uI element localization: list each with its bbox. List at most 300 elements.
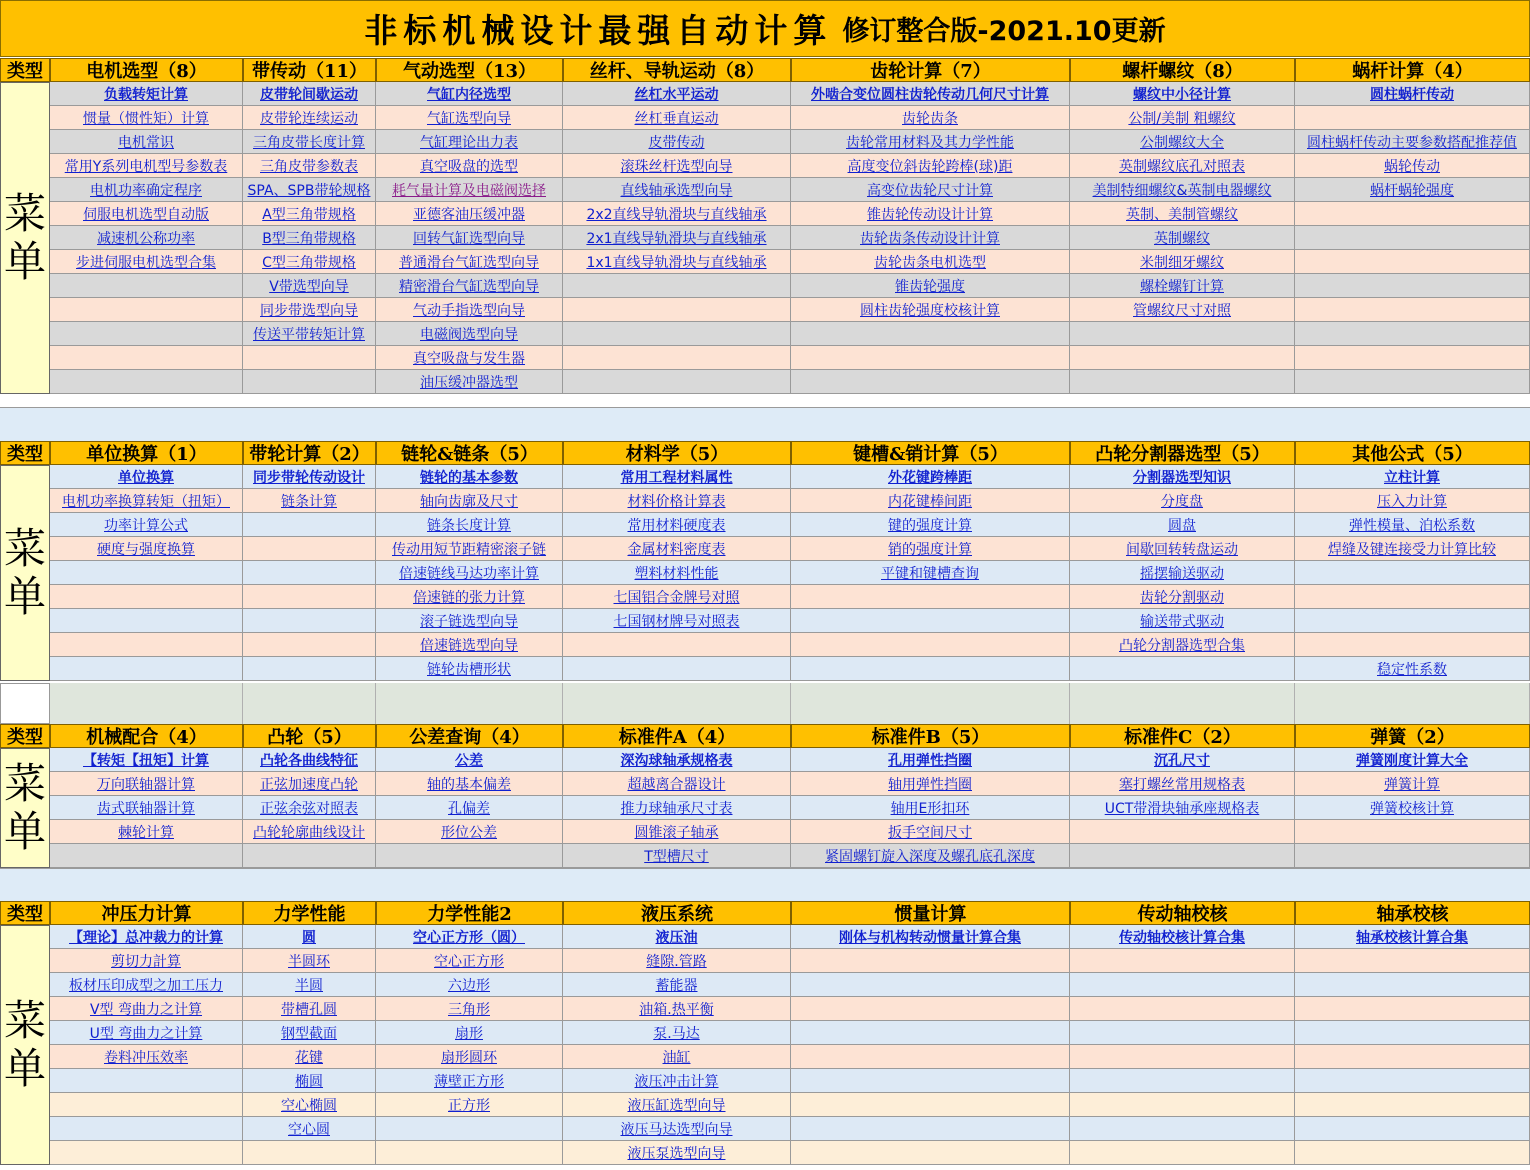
menu-link[interactable]: 普通滑台气缸选型向导: [376, 250, 563, 274]
empty-cell: [1295, 1069, 1530, 1093]
menu-link[interactable]: 精密滑台气缸选型向导: [376, 274, 563, 298]
menu-link[interactable]: 泵.马达: [563, 1021, 791, 1045]
menu-link[interactable]: 蓄能器: [563, 973, 791, 997]
empty-cell: [243, 561, 376, 585]
menu-link[interactable]: 齿轮分割驱动: [1070, 585, 1295, 609]
spacer-cell: [376, 683, 563, 724]
menu-link[interactable]: 硬度与强度换算: [50, 537, 243, 561]
menu-link[interactable]: 英制、美制管螺纹: [1070, 202, 1295, 226]
empty-cell: [243, 844, 376, 868]
menu-link[interactable]: 常用材料硬度表: [563, 513, 791, 537]
menu-link[interactable]: 凸轮轮廓曲线设计: [243, 820, 376, 844]
menu-link[interactable]: 材料价格计算表: [563, 489, 791, 513]
menu-link[interactable]: 孔用弹性挡圈: [791, 748, 1070, 772]
section-header-row: [0, 58, 1530, 82]
spacer-grid: [50, 683, 1530, 724]
empty-cell: [1070, 997, 1295, 1021]
menu-link[interactable]: 【理论】总冲裁力的计算: [50, 925, 243, 949]
menu-link[interactable]: V带选型向导: [243, 274, 376, 298]
menu-link[interactable]: 蜗杆蜗轮强度: [1295, 178, 1530, 202]
menu-link[interactable]: 链轮的基本参数: [376, 465, 563, 489]
menu-link[interactable]: 正方形: [376, 1093, 563, 1117]
empty-cell: [563, 657, 791, 681]
empty-cell: [50, 1069, 243, 1093]
table-row: [50, 561, 1530, 585]
menu-link[interactable]: 1x1直线导轨滑块与直线轴承: [563, 250, 791, 274]
menu-link[interactable]: 油压缓冲器选型: [376, 370, 563, 394]
empty-cell: [376, 1117, 563, 1141]
empty-cell: [791, 1045, 1070, 1069]
menu-link[interactable]: 公制/美制 粗螺纹: [1070, 106, 1295, 130]
empty-cell: [563, 322, 791, 346]
page-title-banner: [0, 0, 1530, 57]
spacer-corner: [0, 683, 50, 724]
empty-cell: [1295, 844, 1530, 868]
menu-section-3: [0, 724, 1530, 868]
empty-cell: [1295, 298, 1530, 322]
empty-cell: [1295, 202, 1530, 226]
category-header: 标准件B（5）: [791, 724, 1070, 748]
empty-cell: [50, 609, 243, 633]
empty-cell: [243, 513, 376, 537]
menu-link[interactable]: 轴用E形扣环: [791, 796, 1070, 820]
menu-link[interactable]: 轴向齿廓及尺寸: [376, 489, 563, 513]
category-header: 力学性能2: [376, 901, 563, 925]
category-header: 凸轮（5）: [243, 724, 376, 748]
menu-link[interactable]: 惯量（惯性矩）计算: [50, 106, 243, 130]
menu-link[interactable]: 半圆环: [243, 949, 376, 973]
empty-cell: [1070, 973, 1295, 997]
menu-link[interactable]: 七国铝合金牌号对照: [563, 585, 791, 609]
menu-link[interactable]: 正弦余弦对照表: [243, 796, 376, 820]
menu-link[interactable]: 直线轴承选型向导: [563, 178, 791, 202]
menu-link[interactable]: 滚子链选型向导: [376, 609, 563, 633]
menu-link[interactable]: 半圆: [243, 973, 376, 997]
menu-link[interactable]: 伺服电机选型自动版: [50, 202, 243, 226]
menu-link[interactable]: 亚德客油压缓冲器: [376, 202, 563, 226]
table-row: [50, 346, 1530, 370]
menu-link[interactable]: 美制特细螺纹&英制电器螺纹: [1070, 178, 1295, 202]
menu-label-char: 单: [3, 1044, 46, 1093]
menu-section-2: [0, 441, 1530, 681]
empty-cell: [50, 370, 243, 394]
menu-link[interactable]: 摇摆输送驱动: [1070, 561, 1295, 585]
menu-link[interactable]: 圆柱蜗杆传动: [1295, 82, 1530, 106]
menu-link[interactable]: 带槽孔圆: [243, 997, 376, 1021]
menu-section-1: [0, 58, 1530, 394]
menu-link[interactable]: 螺栓螺钉计算: [1070, 274, 1295, 298]
menu-link[interactable]: 万向联轴器计算: [50, 772, 243, 796]
menu-link[interactable]: 油箱.热平衡: [563, 997, 791, 1021]
menu-link[interactable]: 稳定性系数: [1295, 657, 1530, 681]
menu-link[interactable]: 孔偏差: [376, 796, 563, 820]
menu-link[interactable]: 米制细牙螺纹: [1070, 250, 1295, 274]
menu-link[interactable]: 功率计算公式: [50, 513, 243, 537]
menu-link[interactable]: 扇形圆环: [376, 1045, 563, 1069]
table-row: [50, 1021, 1530, 1045]
menu-link[interactable]: 电机功率确定程序: [50, 178, 243, 202]
category-header: 其他公式（5）: [1295, 441, 1530, 465]
category-header: 蜗杆计算（4）: [1295, 58, 1530, 82]
menu-side-label: [0, 465, 50, 681]
menu-link[interactable]: 同步带轮传动设计: [243, 465, 376, 489]
table-row: [50, 748, 1530, 772]
menu-link[interactable]: 油缸: [563, 1045, 791, 1069]
menu-link[interactable]: 液压缸选型向导: [563, 1093, 791, 1117]
menu-link[interactable]: 圆: [243, 925, 376, 949]
page-title: 非标机械设计最强自动计算: [364, 11, 833, 50]
table-row: [50, 513, 1530, 537]
menu-link[interactable]: 公制螺纹大全: [1070, 130, 1295, 154]
menu-link[interactable]: 倍速链的张力计算: [376, 585, 563, 609]
menu-link[interactable]: 步进伺服电机选型合集: [50, 250, 243, 274]
menu-link[interactable]: 销的强度计算: [791, 537, 1070, 561]
menu-link[interactable]: 耗气量计算及电磁阀选择: [376, 178, 563, 202]
empty-cell: [791, 1021, 1070, 1045]
menu-link[interactable]: 齿轮齿条传动设计计算: [791, 226, 1070, 250]
menu-link[interactable]: 2x1直线导轨滑块与直线轴承: [563, 226, 791, 250]
menu-link[interactable]: 凸轮分割器选型合集: [1070, 633, 1295, 657]
empty-cell: [243, 1141, 376, 1165]
empty-cell: [50, 657, 243, 681]
menu-link[interactable]: 椭圆: [243, 1069, 376, 1093]
menu-link[interactable]: 卷料冲压效率: [50, 1045, 243, 1069]
menu-link[interactable]: 六边形: [376, 973, 563, 997]
empty-cell: [1070, 1069, 1295, 1093]
empty-cell: [791, 1093, 1070, 1117]
menu-link[interactable]: 回转气缸选型向导: [376, 226, 563, 250]
menu-link[interactable]: 外啮合变位圆柱齿轮传动几何尺寸计算: [791, 82, 1070, 106]
empty-cell: [1070, 820, 1295, 844]
category-header: 惯量计算: [791, 901, 1070, 925]
empty-cell: [1070, 370, 1295, 394]
menu-link[interactable]: 扳手空间尺寸: [791, 820, 1070, 844]
menu-link[interactable]: 链条计算: [243, 489, 376, 513]
empty-cell: [1295, 1045, 1530, 1069]
menu-link[interactable]: 正弦加速度凸轮: [243, 772, 376, 796]
menu-link[interactable]: 齿轮常用材料及其力学性能: [791, 130, 1070, 154]
menu-link[interactable]: 电磁阀选型向导: [376, 322, 563, 346]
empty-cell: [376, 1141, 563, 1165]
menu-link[interactable]: 缝隙.管路: [563, 949, 791, 973]
menu-link[interactable]: 轴用弹性挡圈: [791, 772, 1070, 796]
menu-link[interactable]: 单位换算: [50, 465, 243, 489]
empty-cell: [791, 1117, 1070, 1141]
menu-link[interactable]: 2x2直线导轨滑块与直线轴承: [563, 202, 791, 226]
menu-link[interactable]: 倍速链线马达功率计算: [376, 561, 563, 585]
menu-link[interactable]: 液压泵选型向导: [563, 1141, 791, 1165]
menu-link[interactable]: 齿式联轴器计算: [50, 796, 243, 820]
empty-cell: [50, 633, 243, 657]
menu-link[interactable]: 键的强度计算: [791, 513, 1070, 537]
page-subtitle: 修订整合版-2021.10更新: [842, 16, 1166, 47]
menu-link[interactable]: 超越离合器设计: [563, 772, 791, 796]
empty-cell: [563, 370, 791, 394]
menu-link[interactable]: 螺纹中小径计算: [1070, 82, 1295, 106]
category-header: 气动选型（13）: [376, 58, 563, 82]
menu-link[interactable]: 圆盘: [1070, 513, 1295, 537]
menu-link[interactable]: 锥齿轮强度: [791, 274, 1070, 298]
empty-cell: [243, 609, 376, 633]
menu-link[interactable]: 刚体与机构转动惯量计算合集: [791, 925, 1070, 949]
menu-link[interactable]: 紧固螺钉旋入深度及螺孔底孔深度: [791, 844, 1070, 868]
empty-cell: [1070, 1141, 1295, 1165]
menu-link[interactable]: 间歇回转转盘运动: [1070, 537, 1295, 561]
menu-link[interactable]: 薄壁正方形: [376, 1069, 563, 1093]
table-row: [50, 585, 1530, 609]
menu-link[interactable]: 空心正方形: [376, 949, 563, 973]
category-header: 液压系统: [563, 901, 791, 925]
table-row: [50, 226, 1530, 250]
empty-cell: [791, 1141, 1070, 1165]
table-row: [50, 178, 1530, 202]
menu-link[interactable]: 高变位齿轮尺寸计算: [791, 178, 1070, 202]
menu-link[interactable]: 空心圆: [243, 1117, 376, 1141]
menu-link[interactable]: 锥齿轮传动设计计算: [791, 202, 1070, 226]
menu-link[interactable]: 【转矩【扭矩】计算: [50, 748, 243, 772]
category-header: 凸轮分割器选型（5）: [1070, 441, 1295, 465]
menu-link[interactable]: 内花键棒间距: [791, 489, 1070, 513]
menu-link[interactable]: 齿轮齿条: [791, 106, 1070, 130]
empty-cell: [1295, 226, 1530, 250]
type-label: 类型: [0, 724, 50, 748]
menu-link[interactable]: 轴的基本偏差: [376, 772, 563, 796]
menu-link[interactable]: 花键: [243, 1045, 376, 1069]
menu-link[interactable]: 板材压印成型之加工压力: [50, 973, 243, 997]
menu-link[interactable]: 常用工程材料属性: [563, 465, 791, 489]
menu-link[interactable]: 深沟球轴承规格表: [563, 748, 791, 772]
menu-link[interactable]: 七国钢材牌号对照表: [563, 609, 791, 633]
table-row: [50, 250, 1530, 274]
empty-cell: [1070, 1021, 1295, 1045]
menu-label-char: 菜: [3, 759, 46, 808]
menu-link[interactable]: 液压马达选型向导: [563, 1117, 791, 1141]
menu-link[interactable]: 弹簧校核计算: [1295, 796, 1530, 820]
empty-cell: [1295, 1117, 1530, 1141]
spacer-cell: [50, 683, 243, 724]
empty-cell: [1070, 1045, 1295, 1069]
menu-link[interactable]: 沉孔尺寸: [1070, 748, 1295, 772]
menu-link[interactable]: 棘轮计算: [50, 820, 243, 844]
menu-section-4: [0, 901, 1530, 1165]
menu-link[interactable]: V型 弯曲力之计算: [50, 997, 243, 1021]
menu-side-label: [0, 748, 50, 868]
table-row: [50, 370, 1530, 394]
menu-link[interactable]: 传动轴校核计算合集: [1070, 925, 1295, 949]
empty-cell: [50, 1117, 243, 1141]
table-row: [50, 298, 1530, 322]
menu-link[interactable]: 链轮齿槽形状: [376, 657, 563, 681]
menu-link[interactable]: UCT带滑块轴承座规格表: [1070, 796, 1295, 820]
empty-cell: [1295, 820, 1530, 844]
empty-cell: [1295, 1141, 1530, 1165]
category-header: 螺杆螺纹（8）: [1070, 58, 1295, 82]
menu-link[interactable]: 液压冲击计算: [563, 1069, 791, 1093]
empty-cell: [1295, 346, 1530, 370]
empty-cell: [1070, 1093, 1295, 1117]
empty-cell: [1295, 250, 1530, 274]
menu-link[interactable]: 三角皮带参数表: [243, 154, 376, 178]
empty-cell: [1295, 997, 1530, 1021]
menu-link[interactable]: 立柱计算: [1295, 465, 1530, 489]
table-row: [50, 1093, 1530, 1117]
menu-link[interactable]: 气缸内径选型: [376, 82, 563, 106]
menu-label-char: 菜: [3, 996, 46, 1045]
menu-link[interactable]: 三角皮带长度计算: [243, 130, 376, 154]
menu-link[interactable]: 气动手指选型向导: [376, 298, 563, 322]
menu-link[interactable]: 焊缝及键连接受力计算比较: [1295, 537, 1530, 561]
menu-link[interactable]: 公差: [376, 748, 563, 772]
menu-link[interactable]: 扇形: [376, 1021, 563, 1045]
menu-link[interactable]: 输送带式驱动: [1070, 609, 1295, 633]
empty-cell: [50, 561, 243, 585]
menu-link[interactable]: 皮带轮间歇运动: [243, 82, 376, 106]
table-row: [50, 796, 1530, 820]
menu-link[interactable]: 皮带轮连续运动: [243, 106, 376, 130]
type-label: 类型: [0, 901, 50, 925]
empty-cell: [791, 322, 1070, 346]
menu-link[interactable]: 压入力计算: [1295, 489, 1530, 513]
empty-cell: [1295, 585, 1530, 609]
menu-link[interactable]: 弹簧刚度计算大全: [1295, 748, 1530, 772]
empty-cell: [243, 633, 376, 657]
menu-link[interactable]: 气缸选型向导: [376, 106, 563, 130]
menu-link[interactable]: 丝杠水平运动: [563, 82, 791, 106]
spacer-cell: [1295, 683, 1530, 724]
empty-cell: [1295, 973, 1530, 997]
menu-link[interactable]: 弹簧计算: [1295, 772, 1530, 796]
menu-link[interactable]: 钢型截面: [243, 1021, 376, 1045]
menu-link[interactable]: 空心正方形（圆）: [376, 925, 563, 949]
menu-link[interactable]: 分割器选型知识: [1070, 465, 1295, 489]
empty-cell: [563, 633, 791, 657]
menu-link[interactable]: 真空吸盘的选型: [376, 154, 563, 178]
menu-link[interactable]: 推力球轴承尺寸表: [563, 796, 791, 820]
menu-link[interactable]: 蜗轮传动: [1295, 154, 1530, 178]
spacer-cell: [563, 683, 791, 724]
empty-cell: [791, 973, 1070, 997]
category-header: 链轮&链条（5）: [376, 441, 563, 465]
menu-link[interactable]: 电机功率换算转矩（扭矩）: [50, 489, 243, 513]
empty-cell: [243, 657, 376, 681]
menu-link[interactable]: 英制螺纹底孔对照表: [1070, 154, 1295, 178]
type-label: 类型: [0, 58, 50, 82]
menu-link[interactable]: 形位公差: [376, 820, 563, 844]
menu-link[interactable]: A型三角带规格: [243, 202, 376, 226]
menu-link[interactable]: U型 弯曲力之计算: [50, 1021, 243, 1045]
section-header-row: [0, 724, 1530, 748]
category-header: 电机选型（8）: [50, 58, 243, 82]
menu-link[interactable]: 电机常识: [50, 130, 243, 154]
empty-cell: [50, 346, 243, 370]
menu-link[interactable]: 外花键跨棒距: [791, 465, 1070, 489]
menu-link[interactable]: 凸轮各曲线特征: [243, 748, 376, 772]
menu-link[interactable]: 金属材料密度表: [563, 537, 791, 561]
menu-link[interactable]: 丝杠垂直运动: [563, 106, 791, 130]
menu-side-label: [0, 925, 50, 1165]
menu-link[interactable]: 皮带传动: [563, 130, 791, 154]
menu-link[interactable]: 塞打螺丝常用规格表: [1070, 772, 1295, 796]
empty-cell: [243, 537, 376, 561]
spacer-cell: [791, 683, 1070, 724]
section-spacer: [0, 868, 1530, 901]
category-header: 键槽&销计算（5）: [791, 441, 1070, 465]
menu-link[interactable]: 负载转矩计算: [50, 82, 243, 106]
category-header: 单位换算（1）: [50, 441, 243, 465]
menu-link[interactable]: 剪切力計算: [50, 949, 243, 973]
empty-cell: [1295, 1093, 1530, 1117]
empty-cell: [50, 298, 243, 322]
menu-link[interactable]: 圆锥滚子轴承: [563, 820, 791, 844]
empty-cell: [1295, 949, 1530, 973]
menu-link[interactable]: 分度盘: [1070, 489, 1295, 513]
menu-link[interactable]: C型三角带规格: [243, 250, 376, 274]
menu-link[interactable]: 圆柱齿轮强度校核计算: [791, 298, 1070, 322]
menu-link[interactable]: 滚珠丝杆选型向导: [563, 154, 791, 178]
menu-link[interactable]: B型三角带规格: [243, 226, 376, 250]
empty-cell: [243, 585, 376, 609]
menu-link[interactable]: SPA、SPB带轮规格: [243, 178, 376, 202]
empty-cell: [243, 346, 376, 370]
spacer-cell: [1070, 683, 1295, 724]
menu-link[interactable]: 气缸理论出力表: [376, 130, 563, 154]
table-row: [50, 537, 1530, 561]
menu-label-char: 菜: [3, 524, 46, 573]
menu-link[interactable]: 传动用短节距精密滚子链: [376, 537, 563, 561]
menu-link[interactable]: 倍速链选型向导: [376, 633, 563, 657]
empty-cell: [791, 585, 1070, 609]
menu-link[interactable]: 管螺纹尺寸对照: [1070, 298, 1295, 322]
table-row: [50, 609, 1530, 633]
menu-link[interactable]: 英制螺纹: [1070, 226, 1295, 250]
table-row: [50, 973, 1530, 997]
menu-link[interactable]: 真空吸盘与发生器: [376, 346, 563, 370]
menu-link[interactable]: 平键和键槽查询: [791, 561, 1070, 585]
menu-link[interactable]: 高度变位斜齿轮跨棒(球)距: [791, 154, 1070, 178]
empty-cell: [1295, 633, 1530, 657]
section-spacer: [0, 407, 1530, 441]
menu-link[interactable]: 减速机公称功率: [50, 226, 243, 250]
empty-cell: [50, 322, 243, 346]
category-header: 轴承校核: [1295, 901, 1530, 925]
menu-link[interactable]: 链条长度计算: [376, 513, 563, 537]
menu-label-char: 菜: [3, 189, 46, 238]
menu-link[interactable]: 常用Y系列电机型号参数表: [50, 154, 243, 178]
empty-cell: [563, 346, 791, 370]
menu-link[interactable]: 轴承校核计算合集: [1295, 925, 1530, 949]
menu-link[interactable]: 液压油: [563, 925, 791, 949]
menu-link[interactable]: 塑料材料性能: [563, 561, 791, 585]
empty-cell: [1295, 322, 1530, 346]
menu-link[interactable]: 空心椭圆: [243, 1093, 376, 1117]
menu-link[interactable]: 弹性模量、泊松系数: [1295, 513, 1530, 537]
menu-label-char: 单: [3, 807, 46, 856]
menu-link[interactable]: 齿轮齿条电机选型: [791, 250, 1070, 274]
category-header: 材料学（5）: [563, 441, 791, 465]
menu-link[interactable]: 传送平带转矩计算: [243, 322, 376, 346]
empty-cell: [791, 609, 1070, 633]
menu-link[interactable]: 圆柱蜗杆传动主要参数搭配推荐值: [1295, 130, 1530, 154]
empty-cell: [1295, 274, 1530, 298]
menu-link[interactable]: 三角形: [376, 997, 563, 1021]
category-header: 传动轴校核: [1070, 901, 1295, 925]
category-header: 齿轮计算（7）: [791, 58, 1070, 82]
table-row: [50, 997, 1530, 1021]
menu-link[interactable]: T型槽尺寸: [563, 844, 791, 868]
empty-cell: [243, 370, 376, 394]
table-row: [50, 820, 1530, 844]
menu-link[interactable]: 同步带选型向导: [243, 298, 376, 322]
